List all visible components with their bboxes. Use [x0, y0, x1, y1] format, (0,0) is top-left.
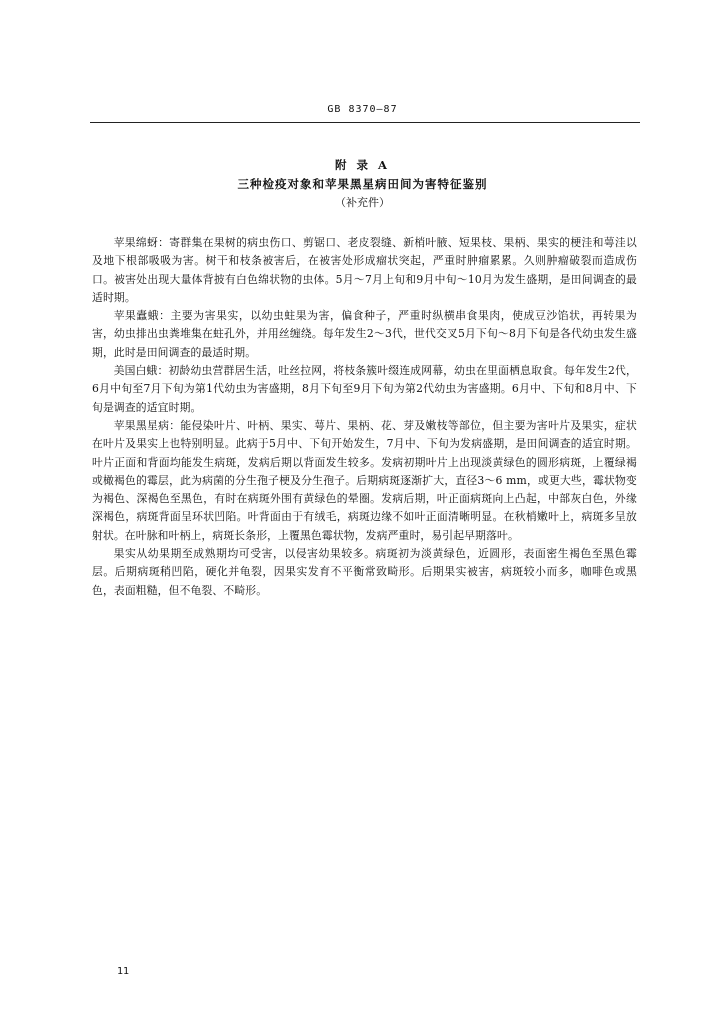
standard-number-header: GB 8370—87: [327, 104, 398, 115]
appendix-note: （补充件）: [335, 196, 390, 209]
paragraph-apple-scab: 苹果黑星病：能侵染叶片、叶柄、果实、萼片、果柄、花、芽及嫩枝等部位，但主要为害叶片及果实，症状在叶片及果实上也特别明显。此病于5月中、下旬开始发生，7月中、下旬为发病盛期，是田间调查的适宜时期。叶片正面和背面均能发生病斑，发病后期以背面发生较多。发病初期叶片上出现淡黄绿色的圆形病斑，上覆绿褐或橄褐色的霉层，此为病菌的分生孢子梗及分生孢子。后期病斑逐渐扩大，直径3～6 mm，或更大些，霉状物变为褐色、深褐色至黑色，有时在病斑外围有黄绿色的晕圈。发病后期，叶正面病斑向上凸起，中部灰白色，外缘深褐色，病斑背面呈环状凹陷。叶背面由于有绒毛，病斑边缘不如叶正面清晰明显。在秋梢嫩叶上，病斑多呈放射状。在叶脉和叶柄上，病斑长条形，上覆黑色霉状物，发病严重时，易引起早期落叶。: [92, 418, 637, 542]
paragraph-apple-woolly-aphid: 苹果绵蚜：寄群集在果树的病虫伤口、剪锯口、老皮裂缝、新梢叶腋、短果枝、果柄、果实的梗洼和萼洼以及地下根部吸吸为害。树干和枝条被害后，在被害处形成瘤状突起，严重时肿瘤累累。久则肿瘤破裂而造成伤口。被害处出现大量体背披有白色绵状物的虫体。5月～7月上旬和9月中旬～10月为发生盛期，是田间调查的最适时期。: [92, 236, 637, 304]
header-rule: [90, 122, 640, 123]
paragraph-apple-scab-fruit: 果实从幼果期至成熟期均可受害，以侵害幼果较多。病斑初为淡黄绿色，近圆形，表面密生褐色至黑色霉层。后期病斑稍凹陷，硬化并龟裂，因果实发育不平衡常致畸形。后期果实被害，病斑较小而多，咖啡色或黑色，表面粗糙，但不龟裂、不畸形。: [92, 547, 637, 597]
appendix-title: 三种检疫对象和苹果黑星病田间为害特征鉴别: [237, 177, 488, 191]
body-text: [92, 234, 637, 600]
paragraph-fall-webworm: 美国白蛾：初龄幼虫营群居生活，吐丝拉网，将枝条簇叶缀连成网幕，幼虫在里面栖息取食。每年发生2代，6月中旬至7月下旬为第1代幼虫为害盛期，8月下旬至9月下旬为第2代幼虫为害盛期。6月中、下旬和8月中、下旬是调查的适宜时期。: [92, 364, 637, 414]
page-number: 11: [117, 966, 130, 977]
appendix-label: 附 录 A: [335, 158, 390, 172]
paragraph-codling-moth: 苹果蠹蛾：主要为害果实，以幼虫蛀果为害，偏食种子，严重时纵横串食果肉，使成豆沙馅状，再转果为害，幼虫排出虫粪堆集在蛀孔外，并用丝缠绕。每年发生2～3代，世代交叉5月下旬～8月下旬是各代幼虫发生盛期，此时是田间调查的最适时期。: [92, 309, 637, 359]
